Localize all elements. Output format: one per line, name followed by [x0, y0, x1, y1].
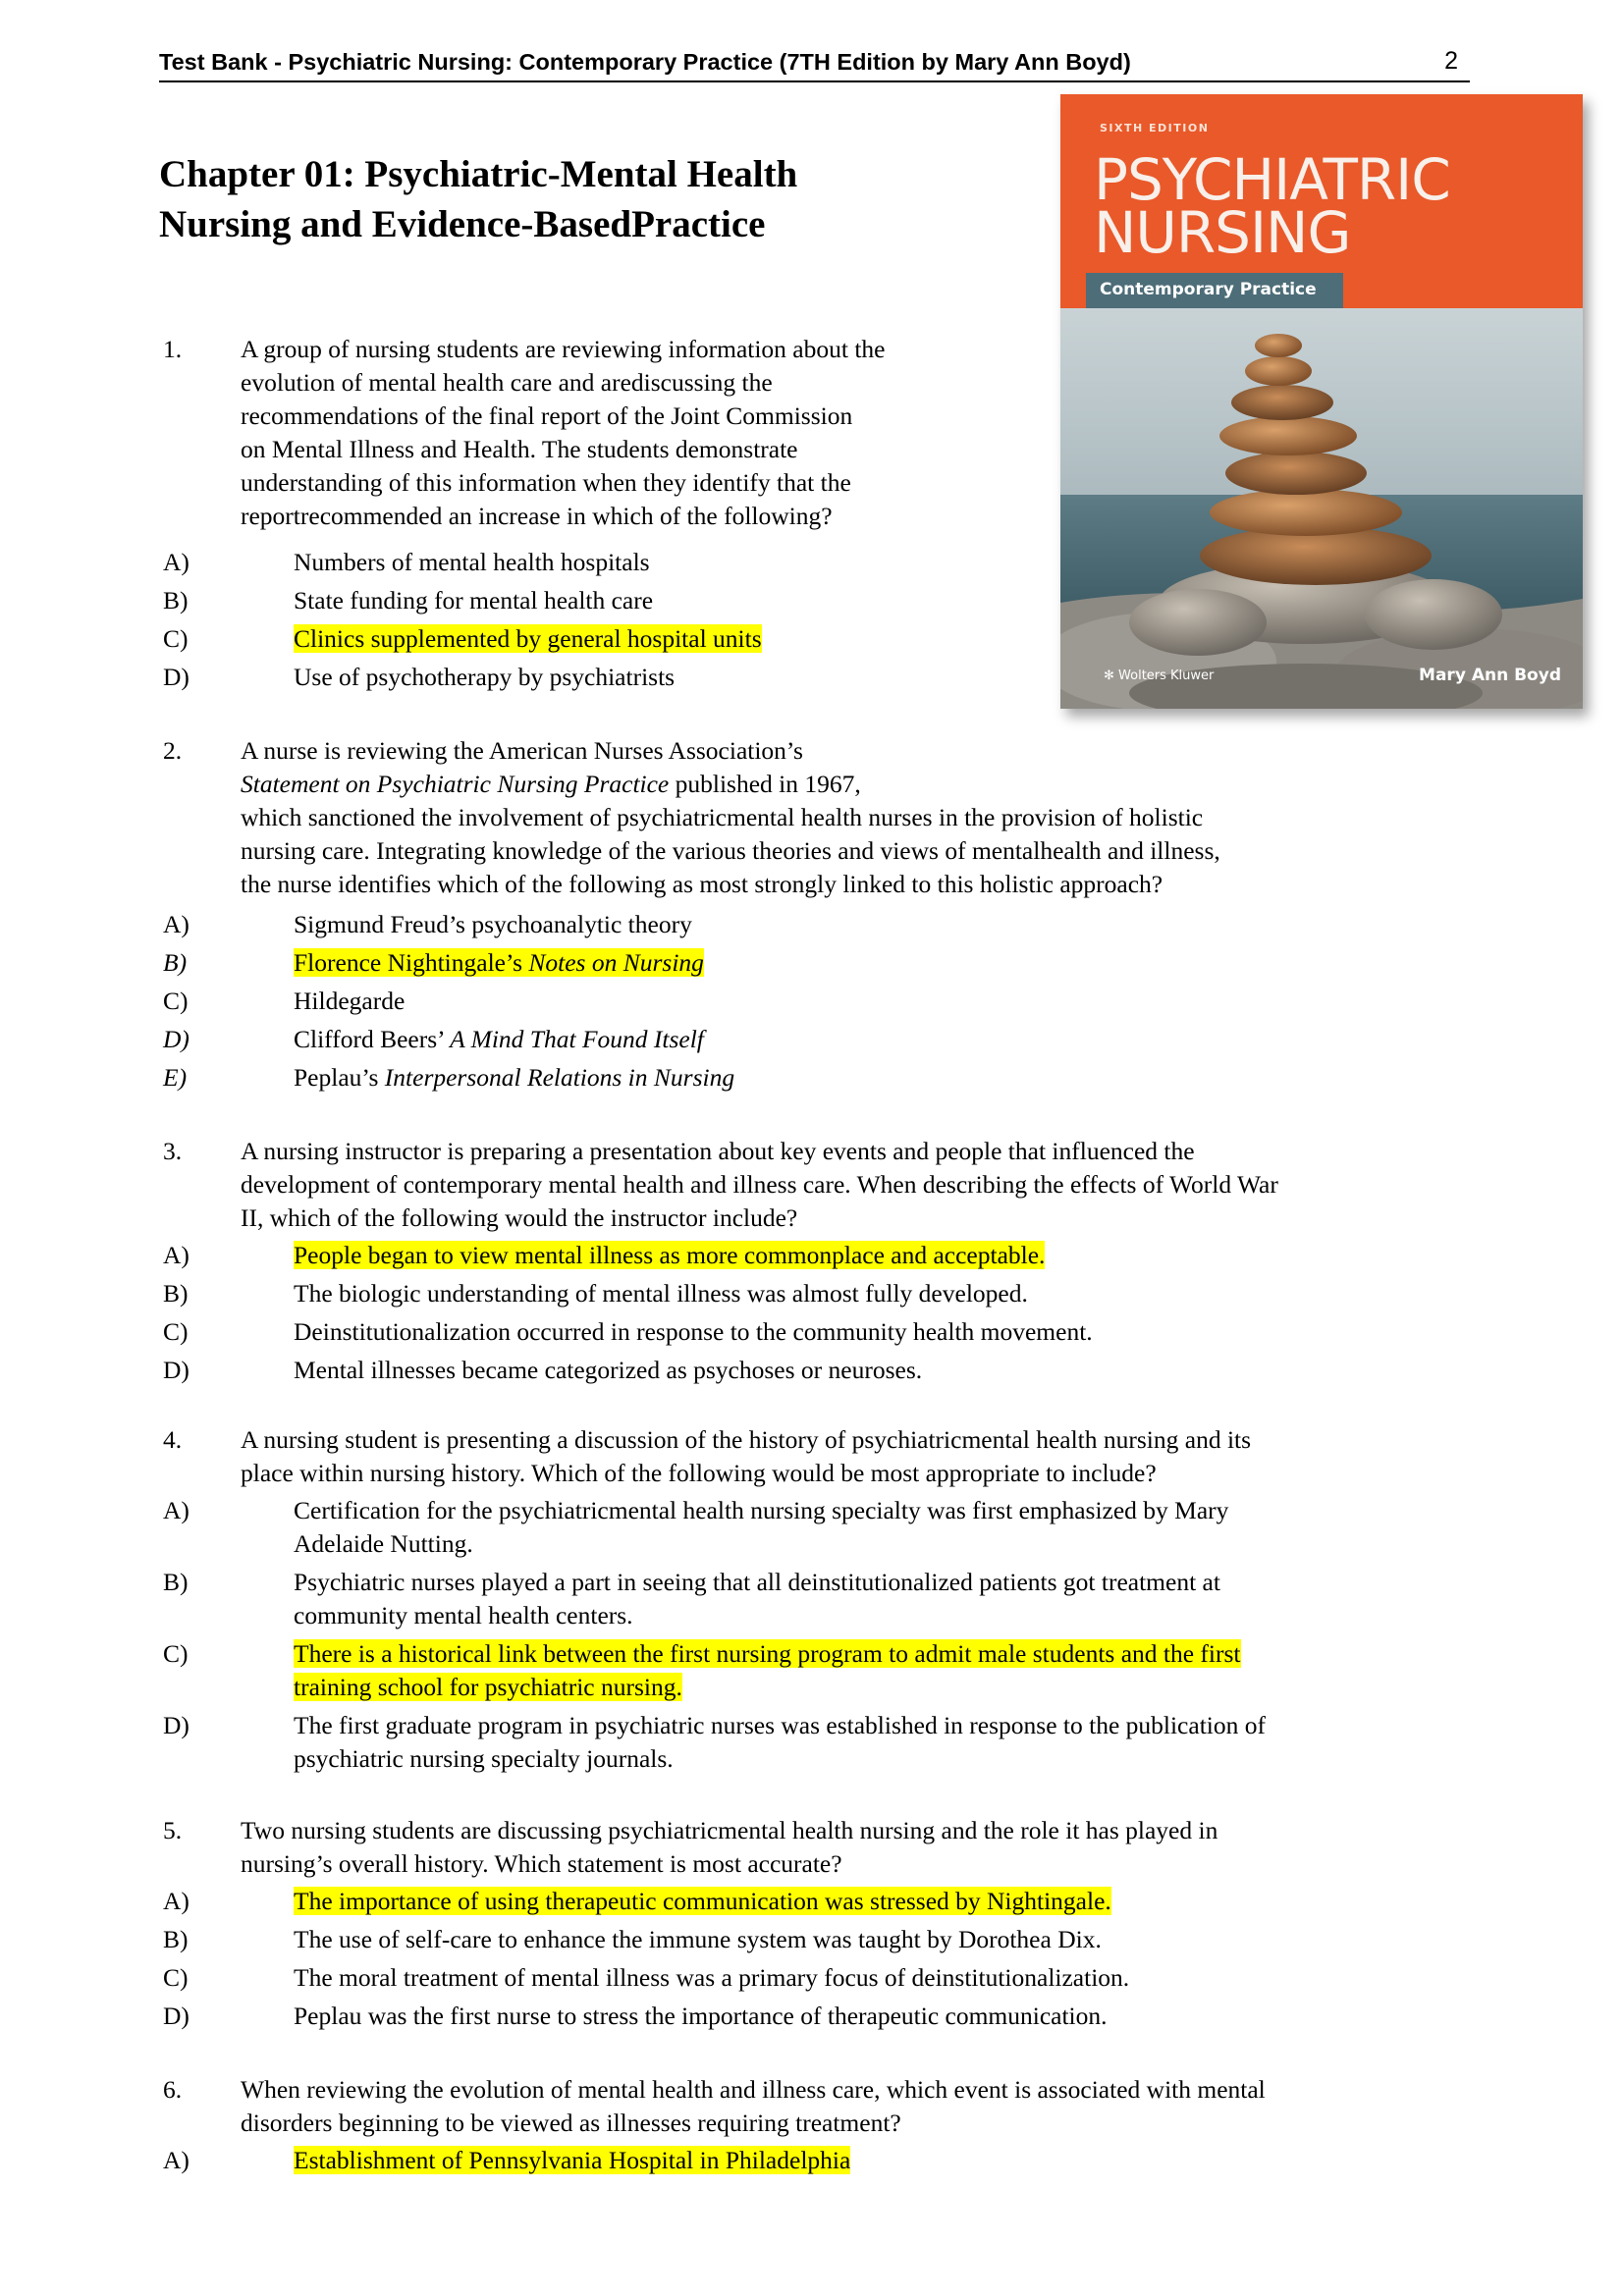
question-stem-line: on Mental Illness and Health. The students demonstrate	[241, 435, 798, 463]
option-letter: C)	[163, 987, 189, 1015]
option-letter: B)	[163, 948, 188, 977]
answer-highlight: training school for psychiatric nursing.	[294, 1673, 682, 1701]
answer-option: Sigmund Freud’s psychoanalytic theory	[294, 910, 692, 938]
answer-option: psychiatric nursing specialty journals.	[294, 1744, 674, 1773]
option-letter: B)	[163, 1279, 189, 1308]
option-letter: A)	[163, 2146, 189, 2174]
question-number: 1.	[163, 335, 183, 363]
option-letter: B)	[163, 1925, 189, 1953]
question-stem-line: A nursing student is presenting a discussion of the history of psychiatricmental health nursing and its	[241, 1425, 1252, 1454]
header-title: Test Bank - Psychiatric Nursing: Contemporary Practice (7TH Edition by Mary Ann Boyd)	[159, 49, 1131, 75]
question-stem-line: nursing’s overall history. Which statement is most accurate?	[241, 1849, 842, 1878]
answer-option: Deinstitutionalization occurred in response to the community health movement.	[294, 1317, 1093, 1346]
answer-option: Use of psychotherapy by psychiatrists	[294, 663, 676, 691]
publisher-logo-icon: ✻	[1104, 668, 1119, 683]
chapter-title	[159, 149, 886, 249]
answer-option: Psychiatric nurses played a part in seeing that all deinstitutionalized patients got treatment at	[294, 1568, 1220, 1596]
option-letter: D)	[163, 663, 189, 691]
option-letter: A)	[163, 548, 189, 576]
book-cover-image	[1060, 94, 1583, 709]
answer-option: Peplau was the first nurse to stress the importance of therapeutic communication.	[294, 2002, 1108, 2030]
correct-answer-option	[294, 1239, 1045, 1272]
option-letter: C)	[163, 1963, 189, 1992]
question-number: 2.	[163, 736, 183, 765]
option-letter: B)	[163, 1568, 189, 1596]
answer-highlight: People began to view mental illness as more commonplace and acceptable.	[294, 1241, 1046, 1269]
option-letter: C)	[163, 624, 189, 653]
option-letter: D)	[163, 1711, 189, 1739]
question-stem-line: place within nursing history. Which of the following would be most appropriate to include?	[241, 1459, 1157, 1487]
question-stem-line: reportrecommended an increase in which of the following?	[241, 502, 833, 530]
option-letter: E)	[163, 1063, 188, 1092]
question-stem-line: A nursing instructor is preparing a presentation about key events and people that influenced the	[241, 1137, 1195, 1165]
question-stem-line: which sanctioned the involvement of psychiatricmental health nurses in the provision of holistic	[241, 803, 1204, 831]
question-stem-line: understanding of this information when they identify that the	[241, 468, 851, 497]
page-number: 2	[1444, 47, 1458, 75]
cover-publisher: ✻ Wolters Kluwer	[1104, 668, 1215, 683]
answer-option: Certification for the psychiatricmental health nursing specialty was first emphasized by Mary	[294, 1496, 1229, 1524]
option-letter: A)	[163, 1496, 189, 1524]
publication-title: Statement on Psychiatric Nursing Practice	[241, 770, 670, 798]
answer-option: The biologic understanding of mental illness was almost fully developed.	[294, 1279, 1028, 1308]
question-stem-line: development of contemporary mental health and illness care. When describing the effects of World War	[241, 1170, 1278, 1199]
question-stem-line: nursing care. Integrating knowledge of the various theories and views of mentalhealth and illness,	[241, 836, 1220, 865]
option-letter: D)	[163, 1356, 189, 1384]
answer-option: community mental health centers.	[294, 1601, 633, 1629]
cover-title-line-1: PSYCHIATRIC	[1094, 146, 1450, 213]
answer-option: Mental illnesses became categorized as psychoses or neuroses.	[294, 1356, 923, 1384]
answer-option: The moral treatment of mental illness was a primary focus of deinstitutionalization.	[294, 1963, 1130, 1992]
question-number: 3.	[163, 1137, 183, 1165]
question-stem-line: the nurse identifies which of the following as most strongly linked to this holistic approach?	[241, 870, 1163, 898]
question-number: 4.	[163, 1425, 183, 1454]
page-header	[159, 45, 1470, 82]
question-stem-line: A nurse is reviewing the American Nurses Association’s	[241, 736, 803, 765]
answer-option: Hildegarde	[294, 987, 406, 1015]
question-stem-line: evolution of mental health care and arediscussing the	[241, 368, 773, 397]
correct-answer-option	[294, 1671, 682, 1704]
chapter-title-line-2: Nursing and Evidence-BasedPractice	[159, 203, 766, 245]
question-stem-line: Two nursing students are discussing psychiatricmental health nursing and the role it has played in	[241, 1816, 1218, 1844]
answer-highlight: Clinics supplemented by general hospital units	[294, 624, 762, 653]
answer-option: State funding for mental health care	[294, 586, 654, 614]
option-letter: C)	[163, 1639, 189, 1668]
correct-answer-option	[294, 1885, 1111, 1918]
option-letter: D)	[163, 1025, 189, 1053]
correct-answer-option	[294, 622, 762, 656]
question-stem-line: recommendations of the final report of the Joint Commission	[241, 401, 853, 430]
answer-highlight: Establishment of Pennsylvania Hospital in Philadelphia	[294, 2146, 851, 2174]
correct-answer-option	[294, 1637, 1241, 1671]
question-number: 6.	[163, 2075, 183, 2104]
answer-highlight: The importance of using therapeutic communication was stressed by Nightingale.	[294, 1887, 1111, 1915]
chapter-title-line-1: Chapter 01: Psychiatric-Mental Health	[159, 153, 798, 195]
correct-answer-option	[294, 946, 704, 980]
answer-option: The first graduate program in psychiatric nurses was established in response to the publication of	[294, 1711, 1266, 1739]
answer-highlight: Florence Nightingale’s Notes on Nursing	[294, 948, 704, 977]
question-stem-line: disorders beginning to be viewed as illnesses requiring treatment?	[241, 2109, 901, 2137]
answer-option: Peplau’s Interpersonal Relations in Nursing	[294, 1063, 735, 1092]
option-letter: D)	[163, 2002, 189, 2030]
answer-option: Numbers of mental health hospitals	[294, 548, 650, 576]
cover-subtitle: Contemporary Practice	[1100, 280, 1317, 299]
option-letter: C)	[163, 1317, 189, 1346]
answer-option: Adelaide Nutting.	[294, 1529, 473, 1558]
option-letter: A)	[163, 1241, 189, 1269]
answer-highlight: There is a historical link between the first nursing program to admit male students and the first	[294, 1639, 1241, 1668]
question-stem-line: When reviewing the evolution of mental health and illness care, which event is associated with mental	[241, 2075, 1266, 2104]
option-letter: B)	[163, 586, 189, 614]
cover-edition: SIXTH EDITION	[1100, 122, 1210, 134]
option-letter: A)	[163, 1887, 189, 1915]
answer-option: Clifford Beers’ A Mind That Found Itself	[294, 1025, 704, 1053]
cover-author: Mary Ann Boyd	[1419, 666, 1561, 685]
question-number: 5.	[163, 1816, 183, 1844]
question-stem-line: II, which of the following would the instructor include?	[241, 1203, 798, 1232]
answer-option: The use of self-care to enhance the immune system was taught by Dorothea Dix.	[294, 1925, 1102, 1953]
question-stem-line: Statement on Psychiatric Nursing Practice published in 1967,	[241, 770, 861, 798]
question-stem-line: A group of nursing students are reviewing information about the	[241, 335, 886, 363]
stacked-stones-photo	[1060, 308, 1583, 709]
correct-answer-option	[294, 2144, 850, 2177]
cover-title-line-2: NURSING	[1094, 199, 1351, 266]
option-letter: A)	[163, 910, 189, 938]
